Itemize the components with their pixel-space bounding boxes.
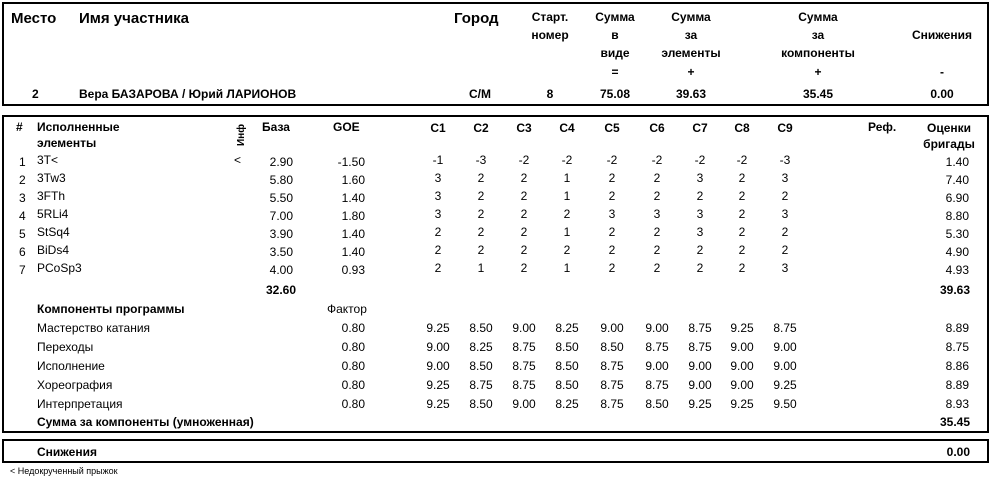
element-judge-c5: 2 bbox=[608, 171, 616, 185]
element-score: 6.90 bbox=[945, 191, 969, 205]
judge-header-c9: C9 bbox=[777, 121, 793, 135]
element-judge-c1: 3 bbox=[434, 207, 442, 221]
element-code: PCoSp3 bbox=[37, 261, 82, 275]
element-code: StSq4 bbox=[37, 225, 70, 239]
element-judge-c6: 2 bbox=[653, 171, 661, 185]
element-num: 4 bbox=[19, 209, 26, 223]
component-judge-c2: 8.25 bbox=[469, 340, 493, 354]
deductions-header-1: Снижения bbox=[912, 28, 972, 42]
component-judge-c8: 9.00 bbox=[730, 359, 754, 373]
component-judge-c7: 8.75 bbox=[688, 321, 712, 335]
col-goe-header: GOE bbox=[333, 120, 360, 134]
component-factor: 0.80 bbox=[341, 340, 365, 354]
element-code: 3Tw3 bbox=[37, 171, 66, 185]
component-judge-c1: 9.25 bbox=[426, 397, 450, 411]
component-judge-c4: 8.25 bbox=[555, 397, 579, 411]
element-judge-c1: 2 bbox=[434, 225, 442, 239]
components-total: 35.45 bbox=[939, 415, 970, 429]
component-judge-c9: 9.25 bbox=[773, 378, 797, 392]
element-num: 5 bbox=[19, 227, 26, 241]
components-total-label: Сумма за компоненты (умноженная) bbox=[37, 415, 254, 429]
element-judge-c4: 1 bbox=[563, 261, 571, 275]
element-judge-c1: 3 bbox=[434, 189, 442, 203]
col-score-header-1: Оценки bbox=[926, 121, 971, 135]
element-judge-c8: 2 bbox=[738, 207, 746, 221]
element-judge-c6: 2 bbox=[653, 189, 661, 203]
component-judge-c6: 8.75 bbox=[645, 340, 669, 354]
element-judge-c8: 2 bbox=[738, 225, 746, 239]
components-header-4: + bbox=[814, 65, 822, 79]
element-goe: 1.40 bbox=[341, 191, 365, 205]
competitor-deductions: 0.00 bbox=[930, 87, 954, 101]
component-judge-c6: 8.50 bbox=[645, 397, 669, 411]
element-judge-c6: 3 bbox=[653, 207, 661, 221]
judge-header-c7: C7 bbox=[692, 121, 708, 135]
components-header-2: за bbox=[811, 28, 825, 42]
element-judge-c3: 2 bbox=[520, 243, 528, 257]
elements-header-4: + bbox=[687, 65, 695, 79]
component-judge-c3: 8.75 bbox=[512, 359, 536, 373]
col-score-header-2: бригады bbox=[923, 137, 975, 151]
element-judge-c9: -3 bbox=[779, 153, 791, 167]
judge-header-c6: C6 bbox=[649, 121, 665, 135]
component-judge-c5: 8.75 bbox=[600, 359, 624, 373]
element-judge-c7: 2 bbox=[696, 189, 704, 203]
judge-header-c1: C1 bbox=[430, 121, 446, 135]
element-num: 2 bbox=[19, 173, 26, 187]
element-judge-c5: 2 bbox=[608, 225, 616, 239]
element-code: BiDs4 bbox=[37, 243, 70, 257]
element-judge-c3: 2 bbox=[520, 261, 528, 275]
component-judge-c1: 9.00 bbox=[426, 340, 450, 354]
element-judge-c8: 2 bbox=[738, 189, 746, 203]
component-score: 8.86 bbox=[945, 359, 969, 373]
component-judge-c9: 9.00 bbox=[773, 359, 797, 373]
element-judge-c7: 2 bbox=[696, 261, 704, 275]
element-code: 3T< bbox=[37, 153, 59, 167]
element-num: 6 bbox=[19, 245, 26, 259]
factor-header: Фактор bbox=[327, 302, 367, 316]
element-judge-c6: -2 bbox=[651, 153, 663, 167]
component-judge-c8: 9.00 bbox=[730, 340, 754, 354]
col-info-header: Инф bbox=[236, 124, 247, 146]
name-header: Имя участника bbox=[79, 10, 190, 27]
component-judge-c3: 8.75 bbox=[512, 340, 536, 354]
element-goe: 1.40 bbox=[341, 227, 365, 241]
component-judge-c8: 9.25 bbox=[730, 397, 754, 411]
elements-header-3: элементы bbox=[661, 46, 721, 60]
base-total: 32.60 bbox=[266, 283, 297, 297]
element-judge-c7: 3 bbox=[696, 225, 704, 239]
element-judge-c2: -3 bbox=[475, 153, 487, 167]
element-judge-c5: 3 bbox=[608, 207, 616, 221]
component-judge-c7: 8.75 bbox=[688, 340, 712, 354]
component-score: 8.75 bbox=[945, 340, 969, 354]
total-header-4: = bbox=[611, 65, 619, 79]
total-header-3: виде bbox=[600, 46, 630, 60]
component-judge-c1: 9.25 bbox=[426, 378, 450, 392]
element-judge-c5: 2 bbox=[608, 243, 616, 257]
total-header-2: в bbox=[611, 28, 619, 42]
component-score: 8.89 bbox=[945, 378, 969, 392]
competitor-components-sum: 35.45 bbox=[802, 87, 834, 101]
competitor-start-no: 8 bbox=[546, 87, 554, 101]
component-judge-c6: 9.00 bbox=[645, 321, 669, 335]
component-judge-c5: 9.00 bbox=[600, 321, 624, 335]
component-judge-c2: 8.50 bbox=[469, 321, 493, 335]
elements-header-1: Сумма bbox=[671, 10, 711, 24]
component-judge-c4: 8.50 bbox=[555, 378, 579, 392]
component-judge-c3: 8.75 bbox=[512, 378, 536, 392]
element-score: 5.30 bbox=[945, 227, 969, 241]
element-code: 3FTh bbox=[37, 189, 66, 203]
element-judge-c9: 3 bbox=[781, 207, 789, 221]
element-judge-c8: 2 bbox=[738, 171, 746, 185]
element-judge-c2: 2 bbox=[477, 207, 485, 221]
components-header-1: Сумма bbox=[798, 10, 838, 24]
element-base: 2.90 bbox=[269, 155, 293, 169]
component-judge-c4: 8.25 bbox=[555, 321, 579, 335]
deductions-label: Снижения bbox=[37, 445, 97, 459]
components-title: Компоненты программы bbox=[37, 302, 185, 316]
element-judge-c7: 2 bbox=[696, 243, 704, 257]
element-goe: 1.60 bbox=[341, 173, 365, 187]
element-num: 3 bbox=[19, 191, 26, 205]
element-base: 3.90 bbox=[269, 227, 293, 241]
deductions-header-2: - bbox=[940, 65, 944, 79]
element-judge-c3: 2 bbox=[520, 225, 528, 239]
element-base: 5.80 bbox=[269, 173, 293, 187]
element-score: 4.90 bbox=[945, 245, 969, 259]
component-factor: 0.80 bbox=[341, 359, 365, 373]
element-judge-c9: 2 bbox=[781, 225, 789, 239]
component-judge-c6: 8.75 bbox=[645, 378, 669, 392]
component-name: Переходы bbox=[37, 340, 94, 354]
deductions-value: 0.00 bbox=[946, 445, 970, 459]
element-judge-c9: 2 bbox=[781, 243, 789, 257]
component-factor: 0.80 bbox=[341, 378, 365, 392]
element-code: 5RLi4 bbox=[37, 207, 69, 221]
element-judge-c5: 2 bbox=[608, 189, 616, 203]
component-judge-c7: 9.00 bbox=[688, 378, 712, 392]
element-judge-c4: 2 bbox=[563, 207, 571, 221]
component-judge-c2: 8.50 bbox=[469, 397, 493, 411]
component-factor: 0.80 bbox=[341, 321, 365, 335]
component-name: Исполнение bbox=[37, 359, 105, 373]
element-info: < bbox=[234, 153, 242, 167]
element-judge-c3: 2 bbox=[520, 207, 528, 221]
element-judge-c4: 1 bbox=[563, 225, 571, 239]
total-header-1: Сумма bbox=[595, 10, 635, 24]
col-num-header: # bbox=[16, 120, 23, 134]
element-goe: 1.40 bbox=[341, 245, 365, 259]
element-judge-c1: 2 bbox=[434, 243, 442, 257]
element-goe: -1.50 bbox=[337, 155, 365, 169]
component-judge-c5: 8.75 bbox=[600, 378, 624, 392]
component-name: Хореография bbox=[37, 378, 113, 392]
element-judge-c9: 3 bbox=[781, 261, 789, 275]
element-num: 7 bbox=[19, 263, 26, 277]
element-judge-c4: -2 bbox=[561, 153, 573, 167]
element-judge-c7: -2 bbox=[694, 153, 706, 167]
element-judge-c6: 2 bbox=[653, 225, 661, 239]
element-judge-c2: 2 bbox=[477, 225, 485, 239]
component-judge-c2: 8.50 bbox=[469, 359, 493, 373]
element-judge-c2: 2 bbox=[477, 171, 485, 185]
component-judge-c9: 9.50 bbox=[773, 397, 797, 411]
competitor-name: Вера БАЗАРОВА / Юрий ЛАРИОНОВ bbox=[79, 87, 297, 101]
judge-header-c8: C8 bbox=[734, 121, 750, 135]
col-exec-header-2: элементы bbox=[37, 136, 97, 150]
component-judge-c4: 8.50 bbox=[555, 359, 579, 373]
element-base: 5.50 bbox=[269, 191, 293, 205]
components-header-3: компоненты bbox=[781, 46, 855, 60]
element-base: 7.00 bbox=[269, 209, 293, 223]
col-ref-header: Реф. bbox=[868, 120, 897, 134]
element-num: 1 bbox=[19, 155, 26, 169]
component-judge-c9: 9.00 bbox=[773, 340, 797, 354]
element-judge-c3: 2 bbox=[520, 171, 528, 185]
element-judge-c3: 2 bbox=[520, 189, 528, 203]
component-factor: 0.80 bbox=[341, 397, 365, 411]
component-judge-c5: 8.50 bbox=[600, 340, 624, 354]
element-score: 7.40 bbox=[945, 173, 969, 187]
element-judge-c5: -2 bbox=[606, 153, 618, 167]
start-header-2: номер bbox=[531, 28, 569, 42]
element-judge-c2: 1 bbox=[477, 261, 485, 275]
element-judge-c6: 2 bbox=[653, 243, 661, 257]
element-judge-c4: 2 bbox=[563, 243, 571, 257]
col-exec-header-1: Исполненные bbox=[37, 120, 120, 134]
start-header-1: Старт. bbox=[531, 10, 569, 24]
element-score: 8.80 bbox=[945, 209, 969, 223]
element-judge-c7: 3 bbox=[696, 171, 704, 185]
element-judge-c7: 3 bbox=[696, 207, 704, 221]
element-judge-c4: 1 bbox=[563, 189, 571, 203]
component-judge-c1: 9.00 bbox=[426, 359, 450, 373]
component-score: 8.89 bbox=[945, 321, 969, 335]
competitor-city: С/М bbox=[469, 87, 491, 101]
element-judge-c2: 2 bbox=[477, 189, 485, 203]
element-judge-c9: 2 bbox=[781, 189, 789, 203]
competitor-elements-sum: 39.63 bbox=[675, 87, 707, 101]
component-name: Интерпретация bbox=[37, 397, 123, 411]
place-header: Место bbox=[11, 10, 57, 27]
component-score: 8.93 bbox=[945, 397, 969, 411]
element-score: 1.40 bbox=[945, 155, 969, 169]
element-base: 4.00 bbox=[269, 263, 293, 277]
deductions-box bbox=[2, 439, 989, 463]
component-judge-c9: 8.75 bbox=[773, 321, 797, 335]
component-judge-c7: 9.25 bbox=[688, 397, 712, 411]
elements-header-2: за bbox=[684, 28, 698, 42]
element-goe: 0.93 bbox=[341, 263, 365, 277]
element-judge-c8: -2 bbox=[736, 153, 748, 167]
element-judge-c1: 2 bbox=[434, 261, 442, 275]
component-judge-c1: 9.25 bbox=[426, 321, 450, 335]
element-judge-c6: 2 bbox=[653, 261, 661, 275]
footnote: < Недокрученный прыжок bbox=[10, 466, 118, 476]
judge-header-c5: C5 bbox=[604, 121, 620, 135]
element-judge-c1: 3 bbox=[434, 171, 442, 185]
elements-total: 39.63 bbox=[939, 283, 970, 297]
city-header: Город bbox=[454, 10, 499, 27]
element-judge-c8: 2 bbox=[738, 243, 746, 257]
element-judge-c2: 2 bbox=[477, 243, 485, 257]
element-judge-c4: 1 bbox=[563, 171, 571, 185]
element-judge-c8: 2 bbox=[738, 261, 746, 275]
element-judge-c3: -2 bbox=[518, 153, 530, 167]
col-base-header: База bbox=[262, 120, 290, 134]
judge-header-c2: C2 bbox=[473, 121, 489, 135]
element-judge-c1: -1 bbox=[432, 153, 444, 167]
element-judge-c5: 2 bbox=[608, 261, 616, 275]
component-judge-c8: 9.25 bbox=[730, 321, 754, 335]
judge-header-c4: C4 bbox=[559, 121, 575, 135]
component-name: Мастерство катания bbox=[37, 321, 151, 335]
component-judge-c3: 9.00 bbox=[512, 397, 536, 411]
component-judge-c7: 9.00 bbox=[688, 359, 712, 373]
judge-header-c3: C3 bbox=[516, 121, 532, 135]
element-base: 3.50 bbox=[269, 245, 293, 259]
component-judge-c4: 8.50 bbox=[555, 340, 579, 354]
element-score: 4.93 bbox=[945, 263, 969, 277]
component-judge-c3: 9.00 bbox=[512, 321, 536, 335]
component-judge-c2: 8.75 bbox=[469, 378, 493, 392]
element-judge-c9: 3 bbox=[781, 171, 789, 185]
component-judge-c8: 9.00 bbox=[730, 378, 754, 392]
competitor-total: 75.08 bbox=[599, 87, 631, 101]
competitor-place: 2 bbox=[32, 87, 39, 101]
component-judge-c6: 9.00 bbox=[645, 359, 669, 373]
component-judge-c5: 8.75 bbox=[600, 397, 624, 411]
element-goe: 1.80 bbox=[341, 209, 365, 223]
